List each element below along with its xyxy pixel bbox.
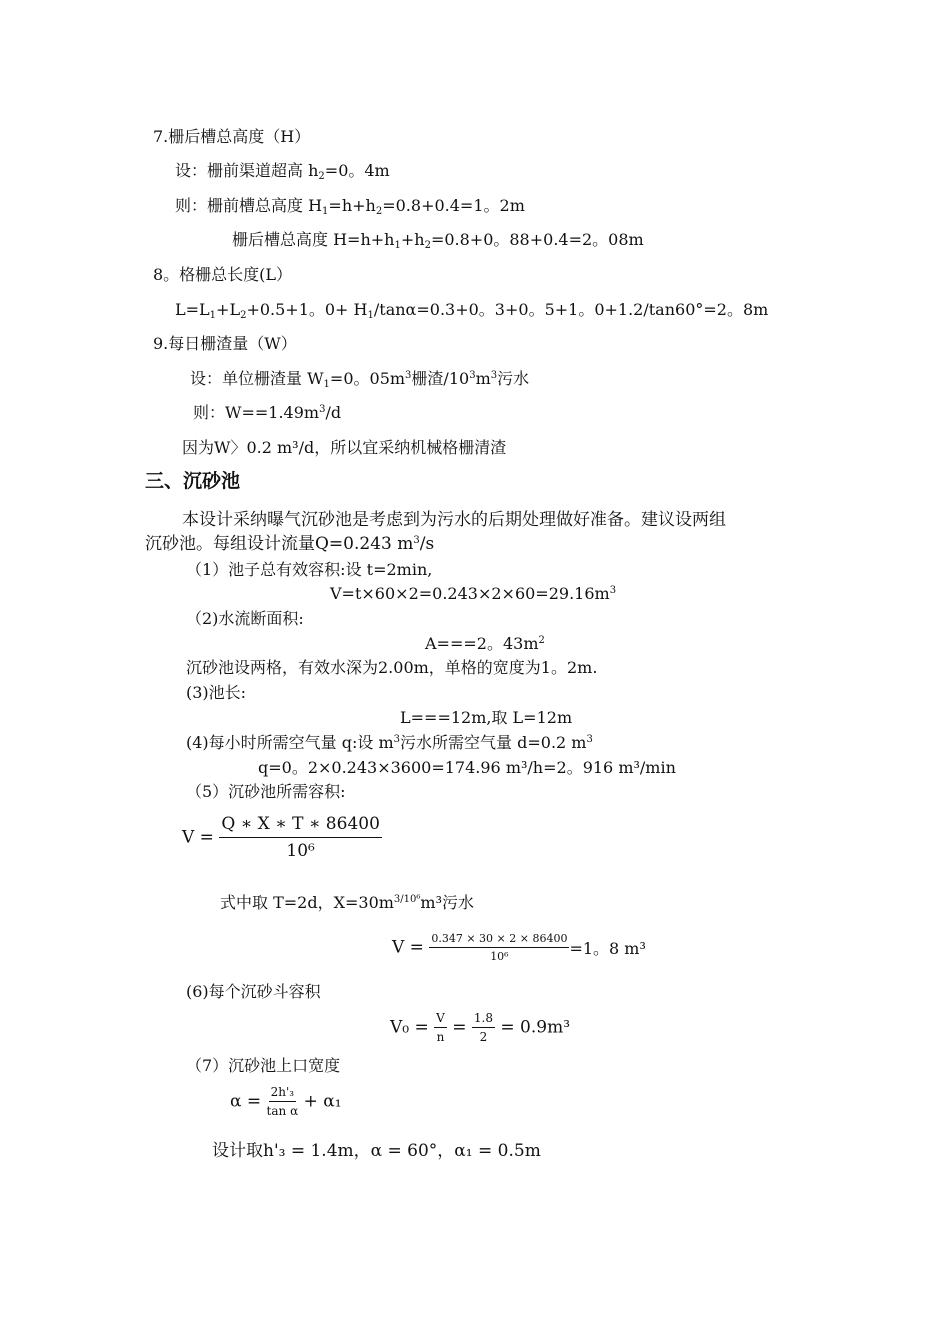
numerator: 1.8 bbox=[472, 1011, 495, 1028]
step-4-formula bbox=[258, 758, 676, 778]
text: m³污水 bbox=[420, 893, 474, 912]
superscript: 2 bbox=[538, 635, 545, 646]
item-7-front-height bbox=[175, 196, 525, 216]
text: (6)每个沉砂斗容积 bbox=[186, 982, 321, 1001]
item-9-assume bbox=[190, 369, 529, 389]
text: L=L bbox=[175, 300, 210, 319]
equation-lhs: α = bbox=[230, 1091, 262, 1112]
step-1-formula bbox=[330, 584, 616, 604]
text: 7.栅后槽总高度（H） bbox=[153, 127, 311, 146]
step-4-label bbox=[186, 733, 593, 753]
text: +h bbox=[400, 230, 425, 249]
text: =0.8+0。88+0.4=2。08m bbox=[430, 230, 644, 249]
equals-sign: = bbox=[452, 1017, 467, 1038]
step-2-text bbox=[186, 658, 597, 678]
fraction bbox=[472, 1011, 495, 1044]
numerator: 2h'₃ bbox=[269, 1085, 296, 1102]
text: =0。05m bbox=[329, 369, 406, 388]
text: m bbox=[475, 369, 491, 388]
step-7-label bbox=[186, 1056, 340, 1076]
text: +L bbox=[216, 300, 241, 319]
text: 设：单位栅渣量 W bbox=[190, 369, 324, 388]
text: 9.每日栅渣量（W） bbox=[153, 334, 297, 353]
subscript: 1 bbox=[323, 379, 330, 390]
text: 沉砂池设两格，有效水深为2.00m，单格的宽度为1。2m. bbox=[186, 658, 598, 677]
text: 则：W==1.49m bbox=[193, 403, 320, 422]
text: A===2。43m bbox=[425, 634, 539, 653]
section-heading bbox=[145, 471, 240, 491]
subscript: 2 bbox=[318, 171, 325, 182]
text: （1）池子总有效容积:设 t=2min, bbox=[186, 560, 433, 579]
item-8-formula bbox=[175, 300, 768, 320]
text: /tanα=0.3+0。3+0。5+1。0+1.2/tan60°=2。8m bbox=[373, 300, 769, 319]
text: V=t×60×2=0.243×2×60=29.16m bbox=[330, 584, 610, 603]
text: /s bbox=[419, 534, 435, 554]
numerator: Q ∗ X ∗ T ∗ 86400 bbox=[219, 813, 382, 838]
subscript: 2 bbox=[424, 240, 431, 251]
text: 因为W〉0.2 m³/d，所以宜采纳机械格栅清渣 bbox=[182, 438, 507, 457]
step-7-text bbox=[212, 1141, 541, 1161]
equation-lhs: V₀ = bbox=[390, 1017, 429, 1038]
item-9-result bbox=[193, 403, 341, 423]
text: 式中取 T=2d，X=30m bbox=[220, 893, 394, 912]
superscript: 3/10⁶ bbox=[393, 894, 421, 905]
fraction bbox=[219, 813, 382, 862]
step-7-equation bbox=[230, 1085, 342, 1118]
paragraph-intro-line1 bbox=[182, 510, 726, 530]
text: （5）沉砂池所需容积: bbox=[186, 782, 346, 801]
step-2-label bbox=[186, 609, 304, 629]
item-7-heading bbox=[153, 127, 310, 147]
step-5-text bbox=[220, 893, 474, 913]
text: 设：栅前渠道超高 h bbox=[175, 161, 319, 180]
text: (3)池长: bbox=[186, 683, 247, 702]
subscript: 2 bbox=[240, 310, 247, 321]
step-1-label bbox=[186, 560, 432, 580]
superscript: 3 bbox=[609, 585, 617, 596]
denominator: 10⁶ bbox=[490, 950, 509, 963]
text: 则：栅前槽总高度 H bbox=[175, 196, 323, 215]
superscript: 3 bbox=[469, 370, 476, 381]
step-6-label bbox=[186, 982, 321, 1002]
numerator: 0.347 × 30 × 2 × 86400 bbox=[429, 932, 569, 948]
text: （7）沉砂池上口宽度 bbox=[186, 1056, 341, 1075]
fraction bbox=[429, 932, 569, 963]
equation-lhs: V = bbox=[392, 937, 424, 958]
superscript: 3 bbox=[413, 535, 420, 546]
text: 三、沉砂池 bbox=[145, 470, 241, 492]
text: 栅渣/10 bbox=[411, 369, 470, 388]
fraction bbox=[434, 1011, 447, 1044]
text: 污水 bbox=[497, 369, 530, 388]
equation-result: =1。8 m³ bbox=[569, 939, 646, 958]
item-9-conclusion bbox=[182, 438, 506, 458]
superscript: 3 bbox=[319, 404, 326, 415]
text: （2)水流断面积: bbox=[186, 609, 304, 628]
text: 污水所需空气量 d=0.2 m bbox=[400, 733, 587, 752]
equation-result: + α₁ bbox=[303, 1091, 342, 1112]
superscript: 3 bbox=[586, 734, 593, 745]
text: =h+h bbox=[328, 196, 376, 215]
text: q=0。2×0.243×3600=174.96 m³/h=2。916 m³/min bbox=[258, 758, 676, 777]
equation-lhs: V = bbox=[182, 827, 214, 848]
text: =0。4m bbox=[324, 161, 390, 180]
numerator: V bbox=[434, 1011, 447, 1028]
item-8-heading bbox=[153, 265, 292, 285]
equation-result: = 0.9m³ bbox=[500, 1017, 571, 1038]
paragraph-intro-line2 bbox=[145, 534, 434, 554]
text: 栅后槽总高度 H=h+h bbox=[232, 230, 395, 249]
step-2-formula bbox=[425, 634, 545, 654]
text: 本设计采纳曝气沉砂池是考虑到为污水的后期处理做好准备。建议设两组 bbox=[182, 510, 726, 530]
text: /d bbox=[325, 403, 342, 422]
text: 沉砂池。每组设计流量Q=0.243 m bbox=[145, 534, 414, 554]
step-3-label bbox=[186, 683, 246, 703]
subscript: 1 bbox=[322, 206, 329, 217]
step-6-equation bbox=[390, 1011, 570, 1044]
text: +0.5+1。0+ H bbox=[246, 300, 368, 319]
superscript: 3 bbox=[490, 370, 498, 381]
fraction bbox=[267, 1085, 299, 1118]
denominator: 2 bbox=[479, 1030, 488, 1044]
subscript: 1 bbox=[367, 310, 374, 321]
denominator: tan α bbox=[266, 1104, 299, 1118]
subscript: 2 bbox=[375, 206, 383, 217]
superscript: 3 bbox=[405, 370, 412, 381]
step-5-calc bbox=[392, 932, 646, 963]
step-5-label bbox=[186, 782, 346, 802]
item-7-assume bbox=[175, 161, 390, 181]
step-5-equation bbox=[182, 813, 382, 862]
subscript: 1 bbox=[209, 310, 217, 321]
denominator: 10⁶ bbox=[286, 841, 315, 861]
text: L===12m,取 L=12m bbox=[400, 708, 573, 727]
step-3-formula bbox=[400, 708, 572, 728]
subscript: 1 bbox=[394, 240, 401, 251]
item-9-heading bbox=[153, 334, 297, 354]
text: 设计取h'₃ = 1.4m，α = 60°，α₁ = 0.5m bbox=[212, 1141, 541, 1161]
denominator: n bbox=[436, 1030, 445, 1044]
item-7-rear-height bbox=[232, 230, 644, 250]
text: 8。格栅总长度(L） bbox=[153, 265, 293, 284]
text: =0.8+0.4=1。2m bbox=[382, 196, 525, 215]
text: (4)每小时所需空气量 q:设 m bbox=[186, 733, 394, 752]
superscript: 3 bbox=[393, 734, 401, 745]
